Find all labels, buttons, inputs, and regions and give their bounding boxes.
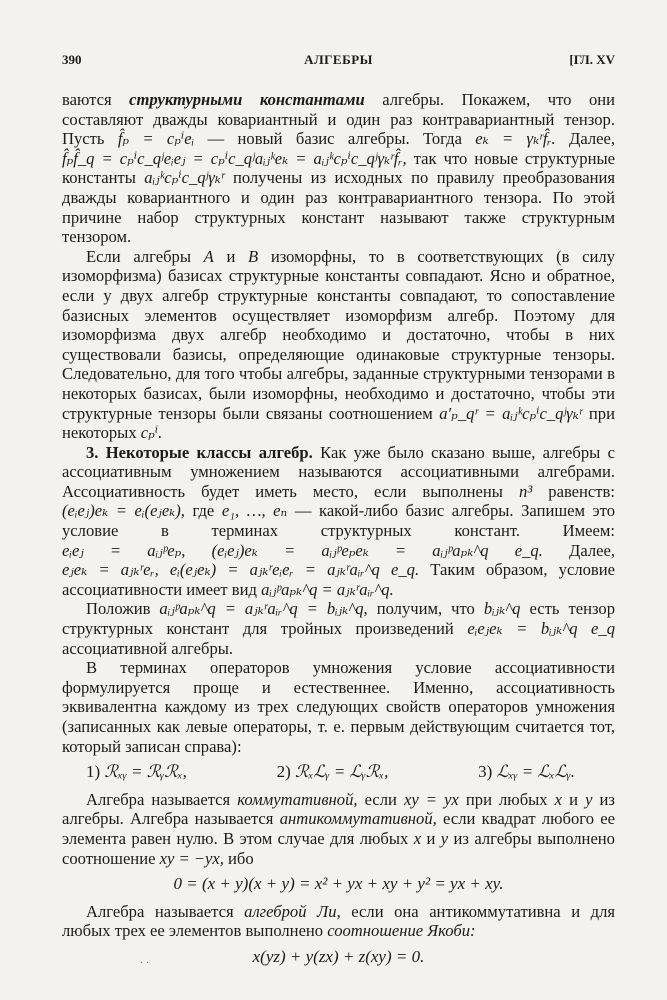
section-heading: 3. Некоторые классы алгебр. bbox=[86, 442, 313, 462]
paragraph-structure-constants: ваются структурными константами алгебры. Покажем, что они составляют дважды ковариантный и один раз контравариантный тензор. Пусть f̂ₚ = cₚⁱeᵢ — новый базис алгебры. Тогда eₖ = γₖʳf̂ᵣ. Далее, f̂ₚf̂_q = cₚⁱc_qʲeᵢeⱼ = cₚⁱc_qʲaᵢⱼᵏeₖ = aᵢⱼᵏcₚⁱc_qʲγₖʳf̂ᵣ, так что новые структурные константы aᵢⱼᵏcₚⁱc_qʲγₖʳ получены из исходных по правилу преобразования дважды ковариантного и один раз контравариантного тензора. По этой причине набор структурных констант называют также структурным тензором. bbox=[62, 90, 616, 247]
formula: aᵢⱼᵏcₚⁱc_qʲγₖʳ bbox=[144, 168, 225, 188]
chapter-title: АЛГЕБРЫ bbox=[304, 52, 373, 67]
term-structure-constants: структурными константами bbox=[129, 90, 365, 109]
formula: cₚⁱ. bbox=[140, 423, 163, 443]
formula: aᵢⱼᵖaₚₖ^q = aⱼₖʳaᵢᵣ^q. bbox=[261, 579, 394, 599]
footer-marks: · · bbox=[140, 958, 150, 969]
paragraph-commutative: Алгебра называется коммутативной, если xy = yx при любых x и y из алгебры. Алгебра называется антикоммутативной, если квадрат любого ее элемента равен нулю. В этом случае для любых x и y из алгебры выполнено соотношение xy = −yx, ибо bbox=[62, 789, 615, 868]
equation-2: 2) ℛₓℒᵧ = ℒᵧℛₓ, bbox=[276, 762, 389, 782]
page-body bbox=[62, 90, 615, 975]
equation-1: 1) ℛₓᵧ = ℛᵧℛₓ, bbox=[86, 762, 187, 782]
formula: f̂ₚ = cₚⁱeᵢ bbox=[117, 129, 195, 149]
equation-jacobi: x(yz) + y(zx) + z(xy) = 0. bbox=[252, 946, 425, 966]
equation-3: 3) ℒₓᵧ = ℒₓℒᵧ. bbox=[478, 762, 575, 782]
formula: aᵢⱼᵖaₚₖ^q = aⱼₖʳaᵢᵣ^q = bᵢⱼₖ^q, bbox=[159, 599, 368, 619]
term-commutative: коммутативной, bbox=[237, 789, 358, 809]
paragraph-operators: В терминах операторов умножения условие ассоциативности формулируется проще и естественнее. Именно, ассоциативность эквивалентна каждому из трех следующих свойств операторов умножения (записанных как левые операторы, т. е. первым действующим считается тот, который записан справа): bbox=[62, 658, 615, 756]
paragraph-triple-tensor: Положив aᵢⱼᵖaₚₖ^q = aⱼₖʳaᵢᵣ^q = bᵢⱼₖ^q, получим, что bᵢⱼₖ^q есть тензор структурных констант для тройных произведений eᵢeⱼeₖ = bᵢⱼₖ^q e_q ассоциативной алгебры. bbox=[62, 599, 616, 658]
formula: eₖ = γₖʳf̂ᵣ. bbox=[475, 129, 556, 149]
formula: f̂ₚf̂_q = cₚⁱc_qʲeᵢeⱼ = cₚⁱc_qʲaᵢⱼᵏeₖ = aᵢⱼᵏcₚⁱc_qʲγₖʳf̂ᵣ, bbox=[62, 148, 407, 168]
term-jacobi: соотношение Якоби: bbox=[327, 921, 476, 941]
term-lie-algebra: алгеброй Ли, bbox=[244, 901, 341, 921]
formula: eᵢeⱼeₖ = bᵢⱼₖ^q e_q bbox=[467, 619, 616, 639]
paragraph-classes: 3. Некоторые классы алгебр. Как уже было сказано выше, алгебры с ассоциативным умножением называются ассоциативными алгебрами. Ассоциативность будет иметь место, если выполнены n³ равенств: (eᵢeⱼ)eₖ = eᵢ(eⱼeₖ), где e₁, …, eₙ — какой-либо базис алгебры. Запишем это условие в терминах структурных констант. Имеем: eᵢeⱼ = aᵢⱼᵖeₚ, (eᵢeⱼ)eₖ = aᵢⱼᵖeₚeₖ = aᵢⱼᵖaₚₖ^q e_q. Далее, eⱼeₖ = aⱼₖʳeᵣ, eᵢ(eⱼeₖ) = aⱼₖʳeᵢeᵣ = aⱼₖʳaᵢᵣ^q e_q. Таким образом, условие ассоциативности имеет вид aᵢⱼᵖaₚₖ^q = aⱼₖʳaᵢᵣ^q. bbox=[62, 442, 615, 599]
equation-list bbox=[62, 762, 615, 782]
formula: a′ₚ_qʳ = aᵢⱼᵏcₚⁱc_qʲγₖʳ bbox=[439, 403, 583, 423]
paragraph-isomorphism: Если алгебры A и B изоморфны, то в соответствующих (в силу изоморфизма) базисах структурные константы совпадают. Ясно и обратное, если у двух алгебр структурные константы совпадают, то сопоставление базисных элементов осуществляет изоморфизм алгебр. Поэтому для изоморфизма двух алгебр необходимо и достаточно, чтобы в них существовали базисы, определяющие одинаковые структурные тензоры. Следовательно, для того чтобы алгебры, заданные структурными тензорами в некоторых базисах, были изоморфны, необходимо и достаточно, чтобы эти структурные тензоры были связаны соотношением a′ₚ_qʳ = aᵢⱼᵏcₚⁱc_qʲγₖʳ при некоторых cₚⁱ. bbox=[62, 246, 615, 443]
equation-anticommutative: 0 = (x + y)(x + y) = x² + yx + xy + y² = yx + xy. bbox=[173, 874, 504, 894]
formula: eᵢeⱼ = aᵢⱼᵖeₚ, (eᵢeⱼ)eₖ = aᵢⱼᵖeₚeₖ = aᵢⱼᵖaₚₖ^q e_q. bbox=[62, 540, 543, 560]
formula: (eᵢeⱼ)eₖ = eᵢ(eⱼeₖ), bbox=[62, 501, 185, 521]
chapter-ref: [ГЛ. XV bbox=[569, 52, 615, 67]
page-header bbox=[62, 52, 615, 72]
formula: eⱼeₖ = aⱼₖʳeᵣ, eᵢ(eⱼeₖ) = aⱼₖʳeᵢeᵣ = aⱼₖʳaᵢᵣ^q e_q. bbox=[62, 560, 420, 580]
term-anticommutative: антикоммутативной, bbox=[279, 809, 437, 829]
paragraph-lie-algebra: Алгебра называется алгеброй Ли, если она антикоммутативна и для любых трех ее элементов выполнено соотношение Якоби: bbox=[62, 901, 615, 941]
page-number: 390 bbox=[62, 52, 82, 67]
